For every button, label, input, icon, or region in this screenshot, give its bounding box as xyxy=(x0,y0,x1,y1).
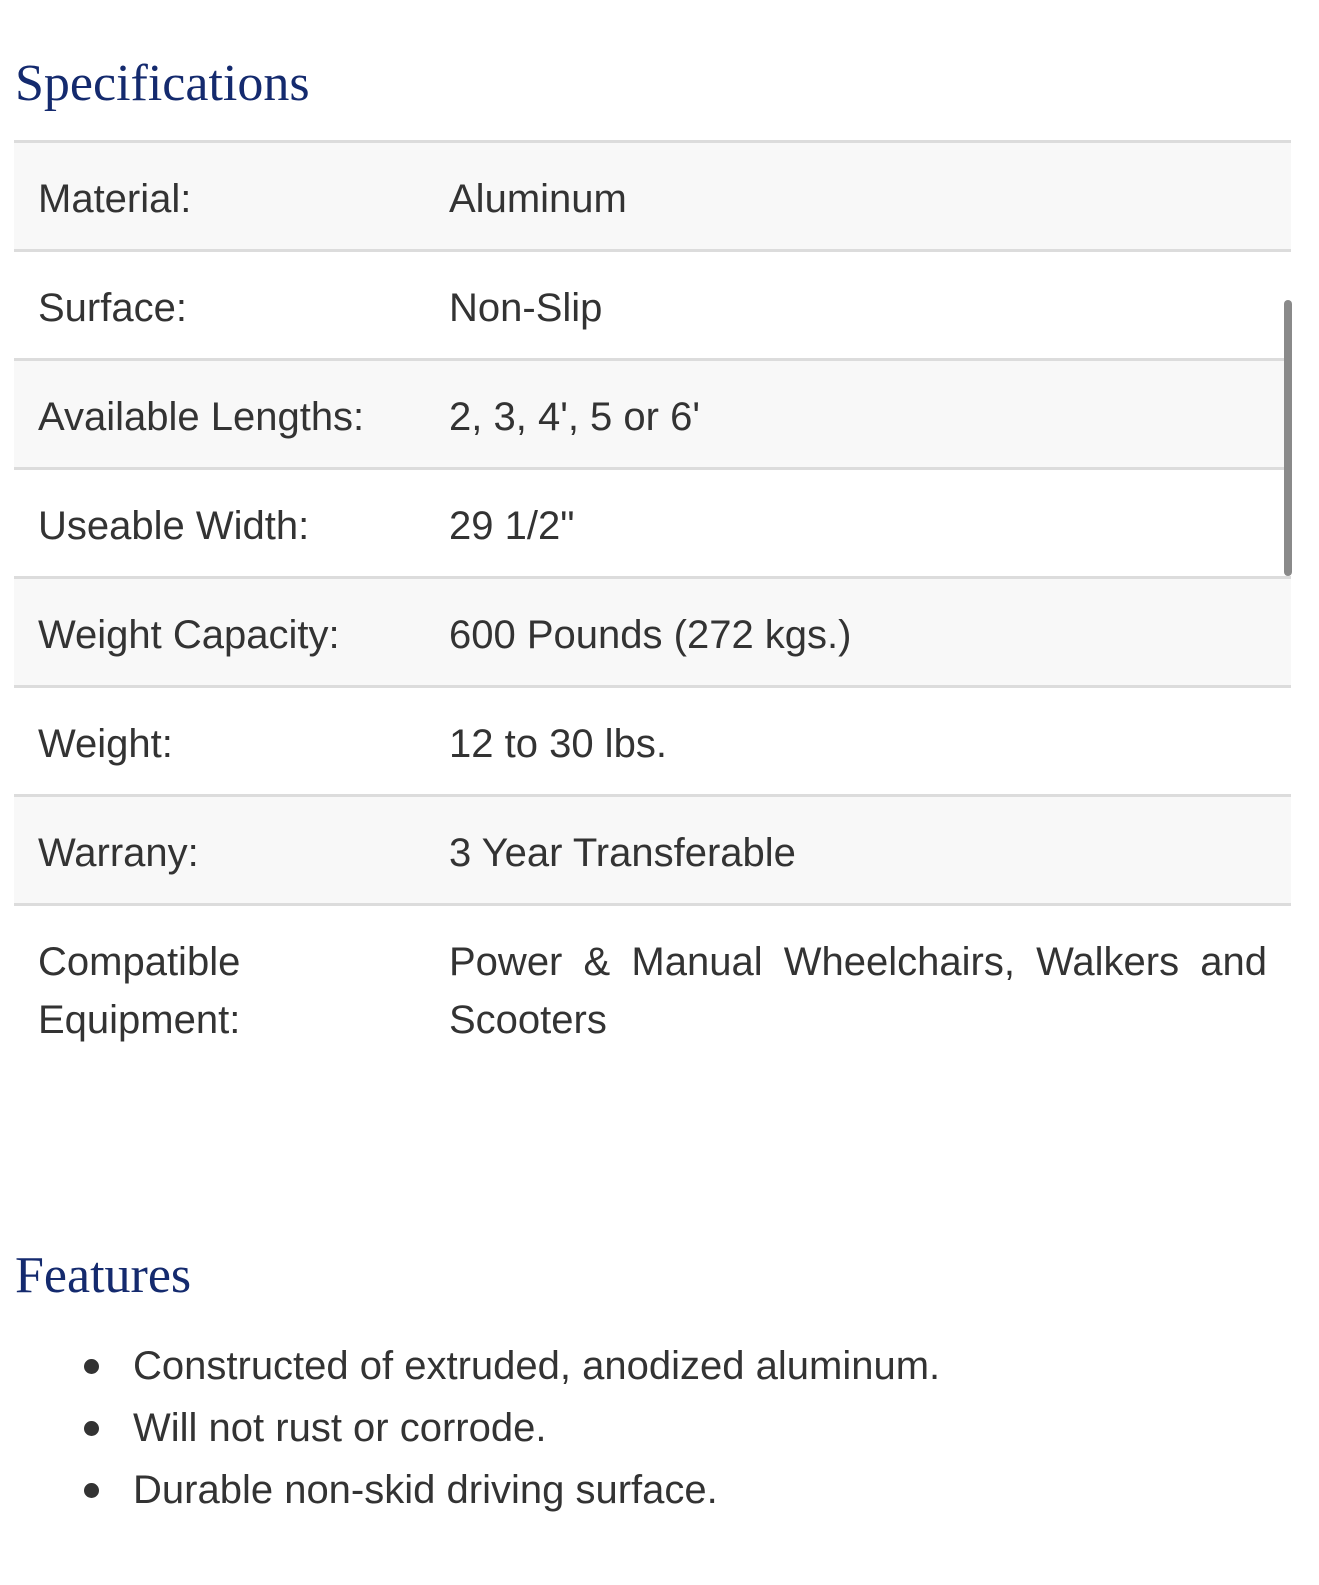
spec-value: Power & Manual Wheelchairs, Walkers and Scooters xyxy=(449,940,1267,1042)
scrollbar-thumb[interactable] xyxy=(1284,300,1292,576)
feature-text: Durable non-skid driving surface. xyxy=(133,1468,718,1512)
spec-value: 29 1/2" xyxy=(449,504,575,548)
feature-text: Constructed of extruded, anodized aluminum. xyxy=(133,1344,941,1388)
specifications-table xyxy=(14,140,1291,1069)
spec-value: Non-Slip xyxy=(449,286,603,330)
feature-item xyxy=(0,1338,940,1400)
bullet-icon xyxy=(84,1359,99,1374)
spec-row-available-lengths xyxy=(14,361,1291,470)
bullet-icon xyxy=(84,1483,99,1498)
spec-label: Weight Capacity: xyxy=(38,613,340,657)
spec-label: Material: xyxy=(38,177,192,221)
spec-row-weight-capacity xyxy=(14,579,1291,688)
spec-value: Aluminum xyxy=(449,177,627,221)
spec-value: 12 to 30 lbs. xyxy=(449,722,667,766)
features-list xyxy=(0,1338,940,1524)
spec-label: Surface: xyxy=(38,286,187,330)
feature-item xyxy=(0,1462,940,1524)
spec-row-warranty xyxy=(14,797,1291,906)
spec-row-material xyxy=(14,143,1291,252)
spec-row-useable-width xyxy=(14,470,1291,579)
spec-label: Available Lengths: xyxy=(38,395,365,439)
specifications-heading: Specifications xyxy=(15,55,310,112)
spec-label: Compatible Equipment: xyxy=(38,940,241,1042)
spec-value: 600 Pounds (272 kgs.) xyxy=(449,613,852,657)
spec-row-weight xyxy=(14,688,1291,797)
spec-value: 2, 3, 4', 5 or 6' xyxy=(449,395,700,439)
spec-row-compatible-equipment xyxy=(14,906,1291,1069)
spec-label: Weight: xyxy=(38,722,173,766)
spec-label: Warrany: xyxy=(38,831,199,875)
spec-value: 3 Year Transferable xyxy=(449,831,796,875)
spec-label: Useable Width: xyxy=(38,504,310,548)
spec-row-surface xyxy=(14,252,1291,361)
feature-item xyxy=(0,1400,940,1462)
features-heading: Features xyxy=(15,1247,192,1304)
bullet-icon xyxy=(84,1421,99,1436)
feature-text: Will not rust or corrode. xyxy=(133,1406,547,1450)
